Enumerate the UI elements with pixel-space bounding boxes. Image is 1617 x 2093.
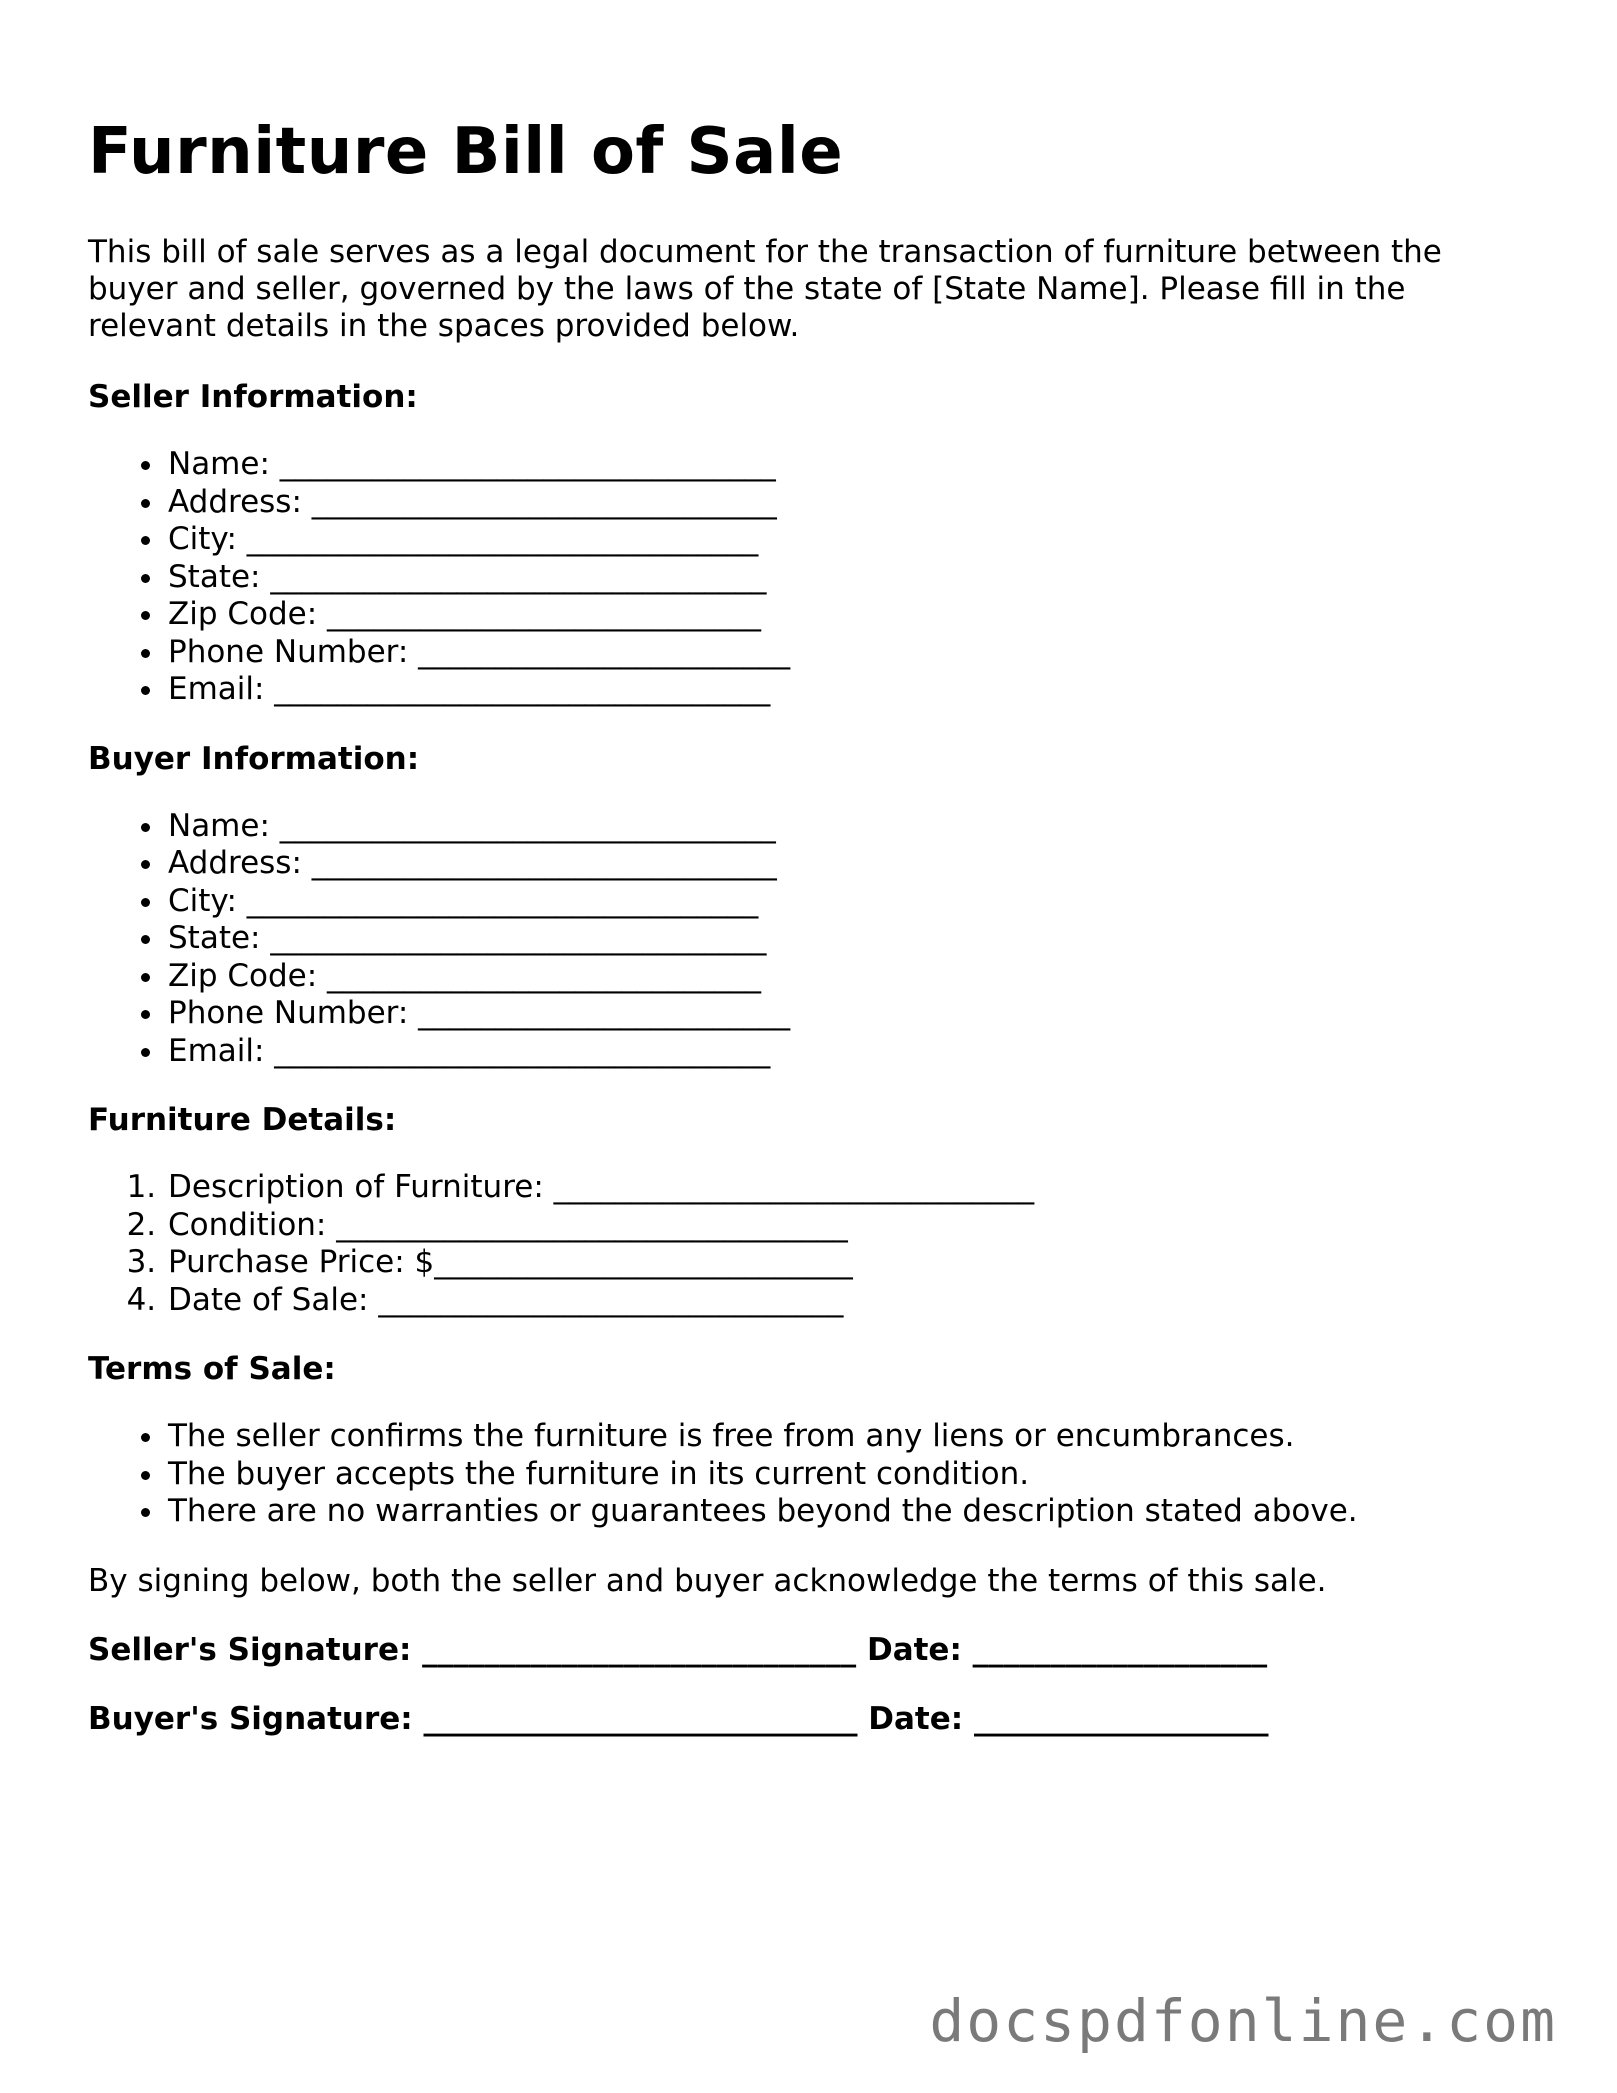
intro-paragraph: This bill of sale serves as a legal document for the transaction of furniture between the buyer and seller, governed by the laws of the state of [State Name]. Please fill in the relevant details in the spaces provided below. [88, 234, 1442, 344]
acknowledgement-text: By signing below, both the seller and buyer acknowledge the terms of this sale. [88, 1562, 1327, 1599]
buyer-state-field: • State: ________________________________ [166, 920, 1528, 958]
seller-name-field: • Name: ________________________________ [166, 446, 1528, 484]
terms-section-heading: Terms of Sale: [88, 1351, 336, 1387]
buyer-phone-field: • Phone Number: ________________________ [166, 995, 1528, 1033]
seller-zip-field: • Zip Code: ____________________________ [166, 596, 1528, 634]
seller-city-field: • City: _________________________________ [166, 521, 1528, 559]
seller-fields-list [88, 446, 1528, 709]
terms-item: • The seller confirms the furniture is free from any liens or encumbrances. [166, 1418, 1528, 1456]
furniture-date-field: 4. Date of Sale: ______________________________ [166, 1282, 1528, 1320]
buyer-fields-list [88, 808, 1528, 1071]
buyer-signature-line: Buyer's Signature: ____________________________ Date: ___________________ [88, 1700, 1269, 1737]
seller-state-field: • State: ________________________________ [166, 559, 1528, 597]
document-title: Furniture Bill of Sale [88, 115, 844, 189]
seller-phone-field: • Phone Number: ________________________ [166, 634, 1528, 672]
terms-list [88, 1418, 1528, 1531]
buyer-zip-field: • Zip Code: ____________________________ [166, 958, 1528, 996]
seller-email-field: • Email: ________________________________ [166, 671, 1528, 709]
terms-item: • There are no warranties or guarantees beyond the description stated above. [166, 1493, 1528, 1531]
document-page [88, 112, 1528, 1770]
seller-address-field: • Address: ______________________________ [166, 484, 1528, 522]
furniture-description-field: 1. Description of Furniture: _______________________________ [166, 1169, 1528, 1207]
seller-signature-line: Seller's Signature: ____________________________ Date: ___________________ [88, 1631, 1268, 1668]
furniture-section-heading: Furniture Details: [88, 1102, 397, 1138]
terms-item: • The buyer accepts the furniture in its current condition. [166, 1456, 1528, 1494]
furniture-condition-field: 2. Condition: _________________________________ [166, 1207, 1528, 1245]
seller-section-heading: Seller Information: [88, 379, 418, 415]
buyer-name-field: • Name: ________________________________ [166, 808, 1528, 846]
buyer-address-field: • Address: ______________________________ [166, 845, 1528, 883]
watermark: docspdfonline.com [929, 1987, 1557, 2055]
furniture-price-field: 3. Purchase Price: $___________________________ [166, 1244, 1528, 1282]
buyer-section-heading: Buyer Information: [88, 740, 420, 777]
furniture-fields-list [88, 1169, 1528, 1319]
buyer-email-field: • Email: ________________________________ [166, 1033, 1528, 1071]
buyer-city-field: • City: _________________________________ [166, 883, 1528, 921]
